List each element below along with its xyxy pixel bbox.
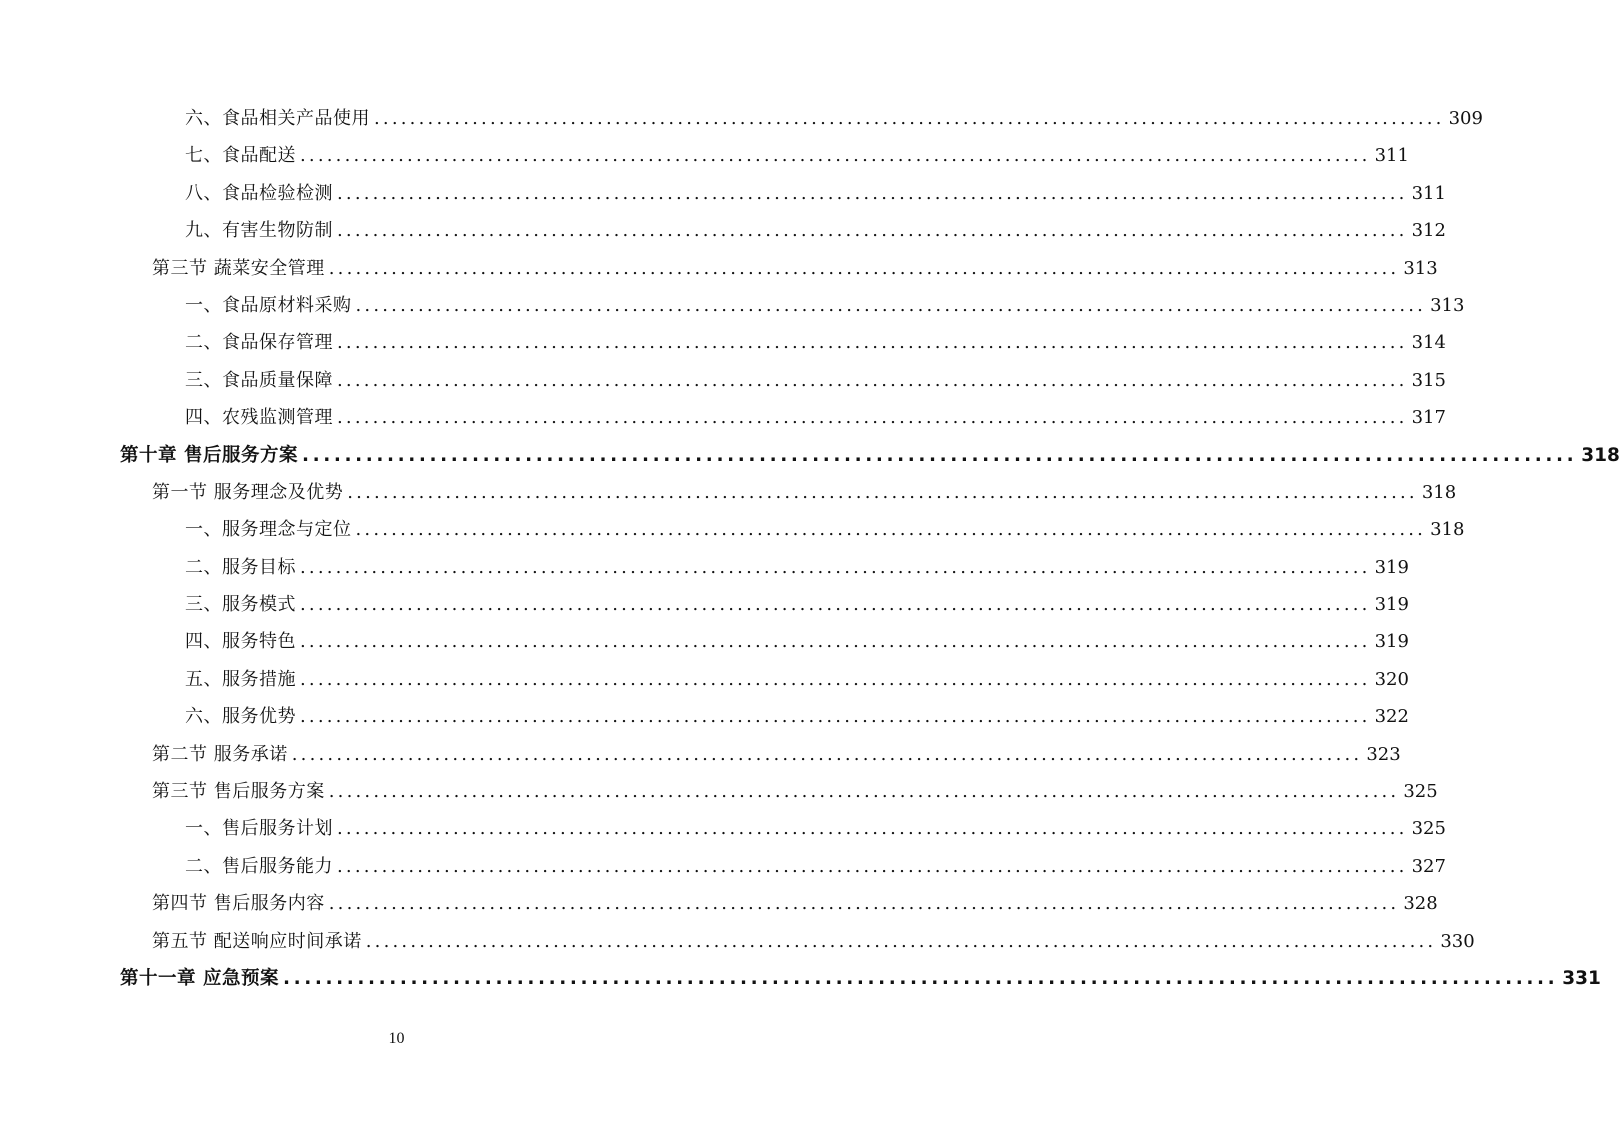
toc-dot-leader: ........................................................................................................................ xyxy=(337,220,1408,242)
table-of-contents xyxy=(0,100,1620,997)
toc-entry-page-number: 320 xyxy=(1374,668,1409,690)
toc-dot-leader: ........................................................................................................................ xyxy=(337,182,1408,204)
toc-subsection-entry[interactable] xyxy=(0,212,1446,249)
toc-dot-leader: ........................................................................................................................ xyxy=(355,519,1427,541)
toc-entry-page-number: 309 xyxy=(1448,108,1483,129)
toc-entry-title: 第四节 售后服务内容 xyxy=(152,893,325,915)
toc-dot-leader: ........................................................................................................................ xyxy=(328,893,1400,915)
toc-entry-page-number: 311 xyxy=(1411,182,1446,204)
toc-dot-leader: ........................................................................................................................ xyxy=(300,594,1371,616)
toc-entry-title: 五、服务措施 xyxy=(185,668,296,690)
toc-entry-title: 第一节 服务理念及优势 xyxy=(152,481,344,503)
toc-section-entry[interactable] xyxy=(0,773,1438,810)
toc-entry-title: 四、服务特色 xyxy=(185,631,296,653)
toc-entry-page-number: 323 xyxy=(1366,743,1401,765)
toc-subsection-entry[interactable] xyxy=(0,362,1446,399)
toc-entry-page-number: 319 xyxy=(1374,556,1409,578)
toc-chapter-entry[interactable] xyxy=(0,437,1620,474)
toc-entry-page-number: 328 xyxy=(1403,893,1438,915)
toc-entry-page-number: 322 xyxy=(1374,706,1409,728)
toc-dot-leader: ........................................................................................................................ xyxy=(301,444,1578,466)
toc-section-entry[interactable] xyxy=(0,474,1457,511)
toc-dot-leader: ........................................................................................................................ xyxy=(328,257,1400,279)
toc-section-entry[interactable] xyxy=(0,923,1475,960)
toc-entry-title: 一、食品原材料采购 xyxy=(185,294,352,316)
toc-entry-title: 七、食品配送 xyxy=(185,145,296,167)
toc-dot-leader: ........................................................................................................................ xyxy=(300,706,1371,728)
toc-dot-leader: ........................................................................................................................ xyxy=(328,781,1400,803)
toc-entry-title: 一、售后服务计划 xyxy=(185,818,333,840)
toc-subsection-entry[interactable] xyxy=(0,623,1409,660)
toc-section-entry[interactable] xyxy=(0,250,1438,287)
toc-dot-leader: ........................................................................................................................ xyxy=(337,407,1408,429)
toc-entry-title: 六、食品相关产品使用 xyxy=(185,108,370,129)
toc-dot-leader: ........................................................................................................................ xyxy=(300,145,1371,167)
toc-dot-leader: ........................................................................................................................ xyxy=(337,369,1408,391)
toc-entry-title: 四、农残监测管理 xyxy=(185,407,333,429)
toc-dot-leader: ........................................................................................................................ xyxy=(365,930,1437,952)
toc-entry-page-number: 318 xyxy=(1430,519,1465,541)
toc-entry-page-number: 314 xyxy=(1411,332,1446,354)
toc-entry-title: 第十章 售后服务方案 xyxy=(120,444,298,466)
toc-dot-leader: ........................................................................................................................ xyxy=(282,967,1559,989)
toc-entry-page-number: 312 xyxy=(1411,220,1446,242)
toc-entry-title: 第五节 配送响应时间承诺 xyxy=(152,930,362,952)
toc-entry-page-number: 325 xyxy=(1411,818,1446,840)
toc-subsection-entry[interactable] xyxy=(0,324,1446,361)
toc-entry-page-number: 319 xyxy=(1374,631,1409,653)
toc-entry-page-number: 315 xyxy=(1411,369,1446,391)
toc-dot-leader: ........................................................................................................................ xyxy=(337,855,1408,877)
toc-entry-page-number: 318 xyxy=(1581,444,1620,466)
toc-section-entry[interactable] xyxy=(0,885,1438,922)
toc-subsection-entry[interactable] xyxy=(0,511,1465,548)
toc-entry-title: 一、服务理念与定位 xyxy=(185,519,352,541)
toc-entry-title: 八、食品检验检测 xyxy=(185,182,333,204)
toc-entry-page-number: 318 xyxy=(1421,481,1457,503)
toc-entry-page-number: 313 xyxy=(1430,294,1465,316)
toc-entry-title: 二、售后服务能力 xyxy=(185,855,333,877)
toc-subsection-entry[interactable] xyxy=(0,137,1409,174)
toc-dot-leader: ........................................................................................................................ xyxy=(355,294,1427,316)
toc-entry-title: 二、服务目标 xyxy=(185,556,296,578)
toc-dot-leader: ........................................................................................................................ xyxy=(300,668,1371,690)
toc-entry-page-number: 313 xyxy=(1403,257,1438,279)
toc-entry-page-number: 331 xyxy=(1562,967,1601,989)
toc-dot-leader: ........................................................................................................................ xyxy=(291,743,1363,765)
toc-entry-title: 第三节 蔬菜安全管理 xyxy=(152,257,325,279)
toc-dot-leader: ........................................................................................................................ xyxy=(337,818,1408,840)
toc-subsection-entry[interactable] xyxy=(0,848,1446,885)
toc-entry-page-number: 325 xyxy=(1403,781,1438,803)
toc-dot-leader: ........................................................................................................................ xyxy=(300,556,1371,578)
toc-entry-title: 第二节 服务承诺 xyxy=(152,743,288,765)
toc-subsection-entry[interactable] xyxy=(0,810,1446,847)
toc-section-entry[interactable] xyxy=(0,736,1401,773)
toc-entry-title: 六、服务优势 xyxy=(185,706,296,728)
toc-dot-leader: ........................................................................................................................ xyxy=(337,332,1408,354)
toc-entry-title: 第三节 售后服务方案 xyxy=(152,781,325,803)
toc-entry-title: 三、服务模式 xyxy=(185,594,296,616)
toc-dot-leader: ........................................................................................................................ xyxy=(347,481,1418,503)
toc-entry-title: 二、食品保存管理 xyxy=(185,332,333,354)
toc-subsection-entry[interactable] xyxy=(0,287,1465,324)
toc-subsection-entry[interactable] xyxy=(0,175,1446,212)
toc-entry-page-number: 311 xyxy=(1374,145,1409,167)
toc-subsection-entry[interactable] xyxy=(0,549,1409,586)
toc-dot-leader: ........................................................................................................................ xyxy=(300,631,1371,653)
toc-entry-page-number: 327 xyxy=(1411,855,1446,877)
toc-subsection-entry[interactable] xyxy=(0,661,1409,698)
toc-entry-title: 三、食品质量保障 xyxy=(185,369,333,391)
page-number: 10 xyxy=(388,1030,405,1047)
toc-dot-leader: ........................................................................................................................ xyxy=(374,108,1445,129)
toc-subsection-entry[interactable] xyxy=(0,399,1446,436)
toc-chapter-entry[interactable] xyxy=(0,960,1601,997)
toc-entry-title: 九、有害生物防制 xyxy=(185,220,333,242)
toc-subsection-entry[interactable] xyxy=(0,698,1409,735)
toc-entry-page-number: 330 xyxy=(1440,930,1475,952)
toc-subsection-entry[interactable] xyxy=(0,100,1483,137)
toc-entry-title: 第十一章 应急预案 xyxy=(120,967,279,989)
toc-entry-page-number: 319 xyxy=(1374,594,1409,616)
toc-entry-page-number: 317 xyxy=(1411,407,1446,429)
toc-subsection-entry[interactable] xyxy=(0,586,1409,623)
